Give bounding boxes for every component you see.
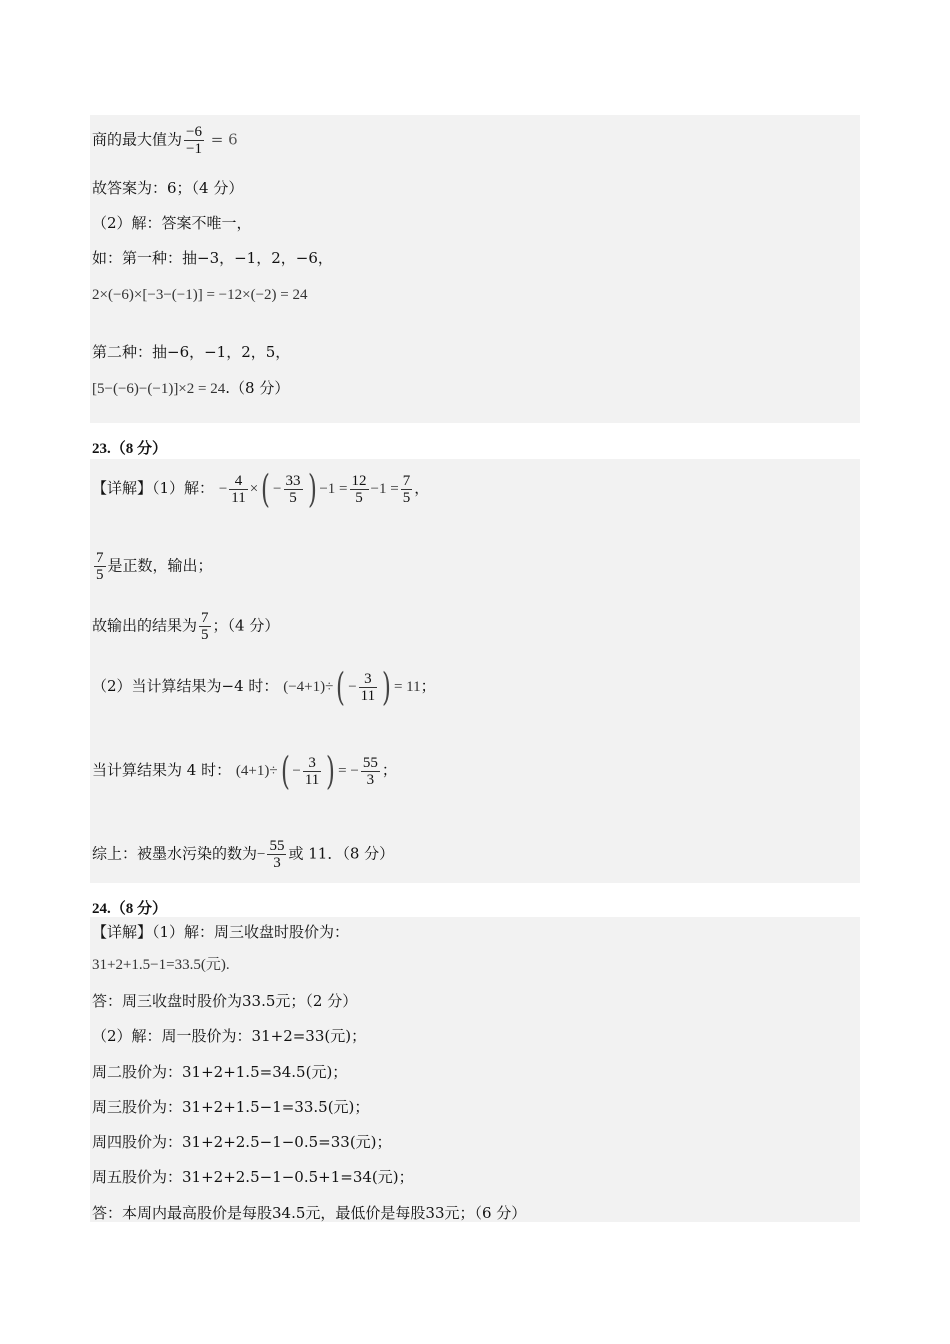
operator: −1 = <box>319 481 348 497</box>
numerator: 12 <box>351 472 367 489</box>
first-option-calc: 2×(−6)×[−3−(−1)] = −12×(−2) = 24 <box>92 287 308 303</box>
score-tail: ；（4 分） <box>212 616 280 635</box>
denominator: 3 <box>273 855 281 871</box>
q24-line-6: 周三股价为：31+2+1.5−1=33.5(元)； <box>92 1098 370 1116</box>
calc-expression: [5−(−6)−(−1)]×2 = 24 <box>92 381 226 397</box>
numerator: 3 <box>303 755 321 772</box>
first-option-line: 如：第一种：抽−3，−1，2，−6， <box>92 249 333 267</box>
fraction <box>94 550 106 583</box>
q23-line-6 <box>92 838 394 871</box>
line-text: 当计算结果为 4 时： <box>92 761 232 779</box>
denominator: 11 <box>360 687 376 704</box>
denominator: 5 <box>355 489 363 506</box>
question-23-heading: 23.（8 分） <box>92 441 168 457</box>
numerator: 7 <box>201 610 209 626</box>
numerator: 55 <box>269 838 285 854</box>
fraction <box>401 473 413 506</box>
left-paren: ( <box>336 665 346 709</box>
numerator: 55 <box>362 754 378 771</box>
q23-line-3 <box>92 610 279 643</box>
minus-sign: − <box>292 763 301 779</box>
line-text: 故输出的结果为 <box>92 616 198 635</box>
denominator: 5 <box>402 489 411 506</box>
numerator: 4 <box>229 473 247 490</box>
fraction <box>199 610 211 643</box>
numerator: 7 <box>402 472 411 489</box>
denominator: 3 <box>366 771 375 788</box>
times-sign: × <box>249 481 259 497</box>
q24-line-7: 周四股价为：31+2+2.5−1−0.5=33(元)； <box>92 1133 392 1151</box>
fraction <box>361 755 380 788</box>
result: = 6 <box>210 130 238 149</box>
denominator: 5 <box>96 567 104 583</box>
numerator: 7 <box>96 550 104 566</box>
q24-line-1: 【详解】（1）解：周三收盘时股价为： <box>92 923 350 941</box>
line-text: 【详解】（1）解： <box>92 479 215 497</box>
line-text: （2）当计算结果为−4 时： <box>92 677 279 695</box>
expression: (4+1)÷ <box>235 763 278 779</box>
numerator: 33 <box>285 472 301 489</box>
score-tail: 或 11．（8 分） <box>288 844 395 863</box>
fraction <box>303 755 321 788</box>
fraction <box>229 473 247 506</box>
fraction <box>350 473 369 506</box>
fraction <box>184 124 204 157</box>
second-option-line: 第二种：抽−6，−1，2，5， <box>92 343 291 361</box>
right-paren: ) <box>326 749 336 793</box>
equals-sign: = − <box>338 763 359 779</box>
denominator: 5 <box>201 627 209 643</box>
question-24-heading: 24.（8 分） <box>92 901 168 917</box>
minus-sign: − <box>273 481 282 497</box>
q23-line-1: 【详解】（1）解： − $\frac{4}{11}$ ×( − $\frac{33}{5}$ ) −1 = $\frac{12}{5}$ −1 = $\frac{7}{5}$ ， <box>92 467 430 511</box>
q24-line-9: 答：本周内最高股价是每股34.5元，最低价是每股33元；（6 分） <box>92 1204 527 1222</box>
line-text: 是正数，输出； <box>107 556 213 575</box>
q23-line-4: （2）当计算结果为−4 时： (−4+1)÷( − $\frac{3}{11}$ ) = 11； <box>92 665 436 709</box>
q23-line-2 <box>92 550 213 583</box>
solution-block-1 <box>90 115 860 423</box>
result: = 11 <box>393 679 421 695</box>
numerator: −6 <box>186 124 202 140</box>
expression: (−4+1)÷ <box>283 679 334 695</box>
line-text: 综上：被墨水污染的数为 <box>92 844 258 863</box>
fraction <box>284 473 303 506</box>
numerator: 3 <box>359 671 377 688</box>
answer-line: 故答案为：6；（4 分） <box>92 179 244 197</box>
part2-line: （2）解：答案不唯一， <box>92 214 252 232</box>
left-paren: ( <box>261 467 271 511</box>
right-paren: ) <box>382 665 391 709</box>
q24-line-4: （2）解：周一股价为：31+2=33(元)； <box>92 1027 367 1045</box>
max-quotient-line <box>92 124 238 157</box>
fraction <box>359 671 377 704</box>
minus-sign: − <box>348 679 357 695</box>
fraction <box>267 838 286 871</box>
score-tail: .（8 分） <box>225 379 290 397</box>
left-paren: ( <box>280 749 290 793</box>
denominator: 5 <box>289 489 297 506</box>
second-option-calc <box>92 378 289 399</box>
minus-sign: − <box>257 846 266 863</box>
q24-line-5: 周二股价为：31+2+1.5=34.5(元)； <box>92 1063 348 1081</box>
q23-line-5: 当计算结果为 4 时： (4+1)÷( − $\frac{3}{11}$ ) = − $\frac{55}{3}$ ； <box>92 749 397 793</box>
operator: −1 = <box>370 481 399 497</box>
right-paren: ) <box>307 467 317 511</box>
minus-sign: − <box>218 481 228 497</box>
q24-line-8: 周五股价为：31+2+2.5−1−0.5+1=34(元)； <box>92 1168 414 1186</box>
denominator: 11 <box>231 489 246 506</box>
q24-line-2: 31+2+1.5−1=33.5(元). <box>92 957 230 973</box>
q24-line-3: 答：周三收盘时股价为33.5元；（2 分） <box>92 992 358 1010</box>
denominator: −1 <box>186 141 202 157</box>
line-text: 商的最大值为 <box>92 130 183 149</box>
denominator: 11 <box>304 771 320 788</box>
